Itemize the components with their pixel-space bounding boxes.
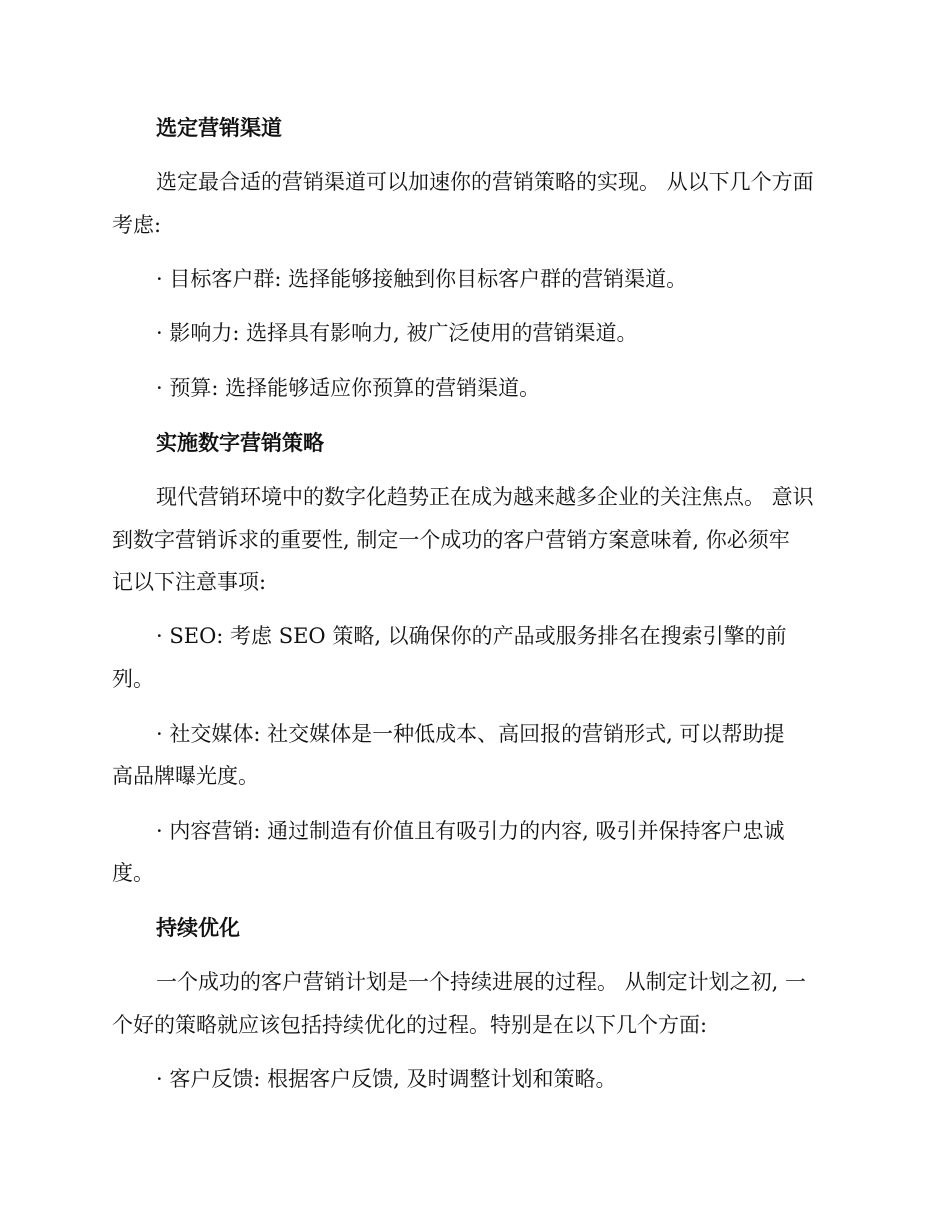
bullet-continuation: 度。	[112, 861, 154, 885]
bullet-item: · 目标客户群: 选择能够接触到你目标客户群的营销渠道。	[156, 267, 688, 291]
paragraph-line: 选定最合适的营销渠道可以加速你的营销策略的实现。 从以下几个方面	[156, 170, 814, 194]
bullet-item: · SEO: 考虑 SEO 策略, 以确保你的产品或服务排名在搜索引擎的前	[156, 624, 787, 648]
paragraph-line: 个好的策略就应该包括持续优化的过程。特别是在以下几个方面:	[112, 1013, 708, 1037]
bullet-item: · 客户反馈: 根据客户反馈, 及时调整计划和策略。	[156, 1067, 617, 1091]
paragraph-line: 现代营销环境中的数字化趋势正在成为越来越多企业的关注焦点。 意识	[156, 485, 814, 509]
bullet-continuation: 高品牌曝光度。	[112, 764, 259, 788]
bullet-item: · 影响力: 选择具有影响力, 被广泛使用的营销渠道。	[156, 321, 638, 345]
paragraph-line: 到数字营销诉求的重要性, 制定一个成功的客户营销方案意味着, 你必须牢	[112, 528, 790, 552]
bullet-item: · 预算: 选择能够适应你预算的营销渠道。	[156, 376, 541, 400]
section-heading: 持续优化	[156, 915, 240, 940]
section-heading: 实施数字营销策略	[156, 430, 324, 455]
bullet-continuation: 列。	[112, 667, 154, 691]
paragraph-line: 记以下注意事项:	[112, 570, 267, 594]
bullet-item: · 内容营销: 通过制造有价值且有吸引力的内容, 吸引并保持客户忠诚	[156, 819, 785, 843]
paragraph-line: 考虑:	[112, 213, 162, 237]
paragraph-line: 一个成功的客户营销计划是一个持续进展的过程。 从制定计划之初, 一	[156, 970, 807, 994]
section-heading: 选定营销渠道	[156, 115, 282, 140]
bullet-item: · 社交媒体: 社交媒体是一种低成本、高回报的营销形式, 可以帮助提	[156, 722, 785, 746]
